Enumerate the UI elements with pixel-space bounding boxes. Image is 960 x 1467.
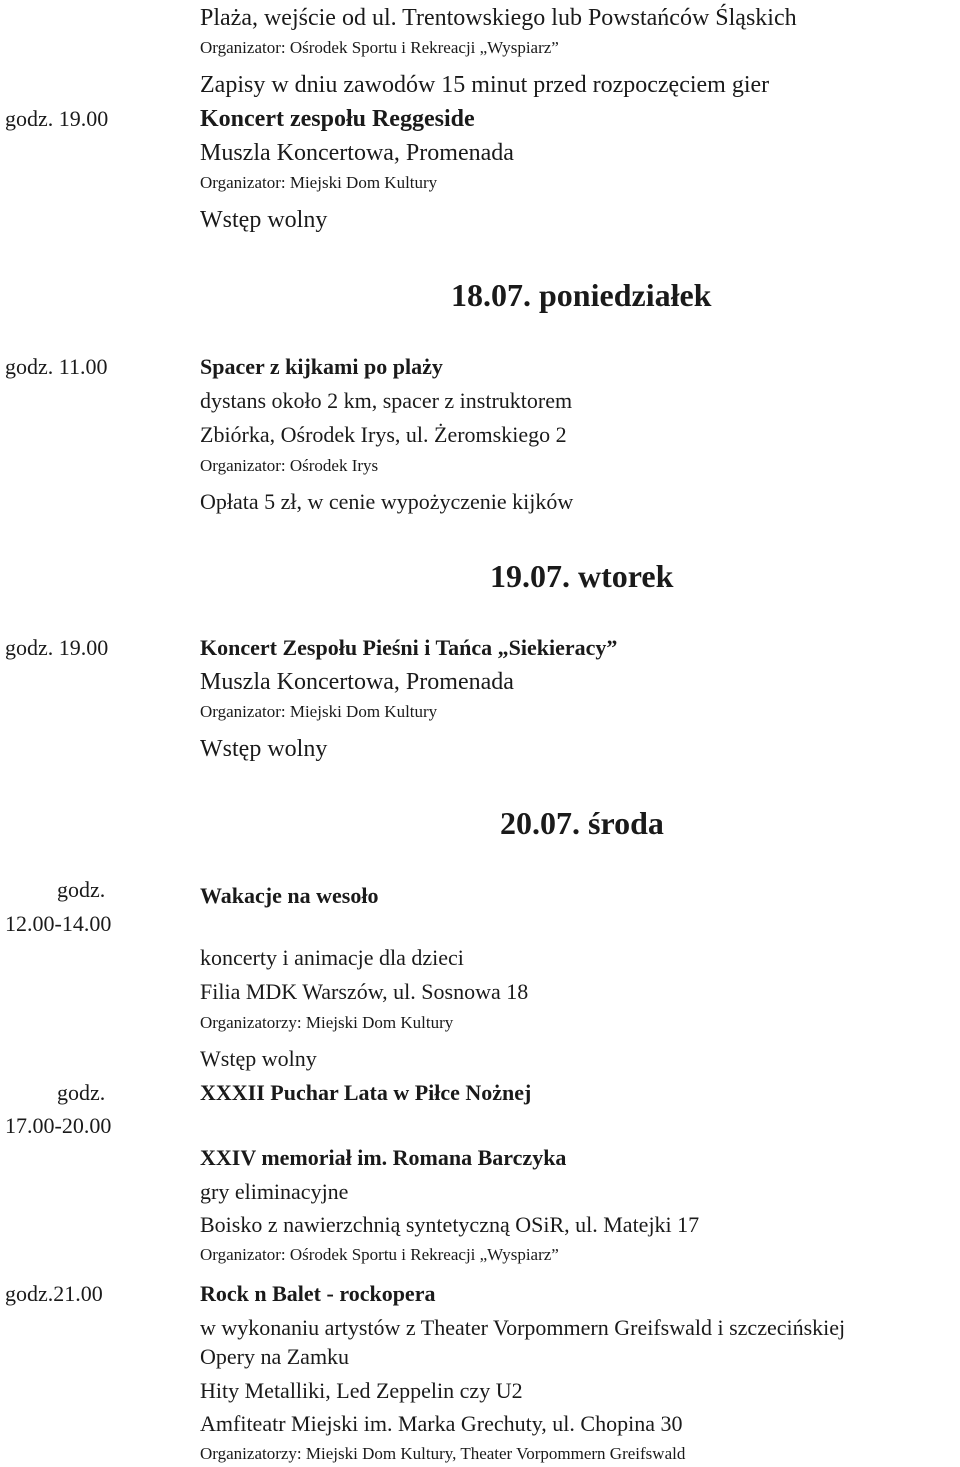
event-title: Koncert zespołu Reggeside <box>200 106 475 132</box>
event-organizer: Organizatorzy: Miejski Dom Kultury, Theater Vorpommern Greifswald <box>200 1444 686 1463</box>
event-fee: Opłata 5 zł, w cenie wypożyczenie kijków <box>200 489 574 514</box>
day-heading: 20.07. środa <box>500 805 664 841</box>
event-organizer: Organizator: Miejski Dom Kultury <box>200 173 438 192</box>
event-time: godz. 19.00 <box>5 635 109 660</box>
event-title: XXXII Puchar Lata w Piłce Nożnej <box>200 1080 532 1105</box>
event-location: Boisko z nawierzchnią syntetyczną OSiR, ul. Matejki 17 <box>200 1212 700 1237</box>
event-hits: Hity Metalliki, Led Zeppelin czy U2 <box>200 1378 523 1403</box>
event-organizer: Organizator: Miejski Dom Kultury <box>200 702 438 721</box>
event-performers-continued: Opery na Zamku <box>200 1344 350 1369</box>
event-title: Spacer z kijkami po plaży <box>200 354 443 379</box>
event-organizer: Organizator: Ośrodek Irys <box>200 456 379 475</box>
event-location: Filia MDK Warszów, ul. Sosnowa 18 <box>200 979 529 1004</box>
event-location: Muszla Koncertowa, Promenada <box>200 669 514 695</box>
event-time-label: godz. <box>57 877 106 902</box>
event-title: Wakacje na wesoło <box>200 883 379 908</box>
event-time-range: 12.00-14.00 <box>5 911 112 936</box>
event-title: Koncert Zespołu Pieśni i Tańca „Siekieracy” <box>200 635 618 660</box>
event-organizer: Organizator: Ośrodek Sportu i Rekreacji „Wyspiarz” <box>200 38 559 57</box>
event-description: koncerty i animacje dla dzieci <box>200 945 464 970</box>
event-note: Zapisy w dniu zawodów 15 minut przed rozpoczęciem gier <box>200 72 770 98</box>
event-subtitle: XXIV memoriał im. Romana Barczyka <box>200 1145 567 1170</box>
event-time: godz. 11.00 <box>5 354 108 379</box>
event-entry: Wstęp wolny <box>200 1046 317 1071</box>
event-organizer: Organizatorzy: Miejski Dom Kultury <box>200 1013 454 1032</box>
event-description: dystans około 2 km, spacer z instruktorem <box>200 388 573 413</box>
day-heading: 19.07. wtorek <box>490 558 674 594</box>
event-description: gry eliminacyjne <box>200 1179 349 1204</box>
event-time: godz.21.00 <box>5 1281 103 1306</box>
event-time-range: 17.00-20.00 <box>5 1113 112 1138</box>
event-location: Muszla Koncertowa, Promenada <box>200 140 514 166</box>
event-location: Zbiórka, Ośrodek Irys, ul. Żeromskiego 2 <box>200 422 567 447</box>
event-time: godz. 19.00 <box>5 106 109 131</box>
day-heading: 18.07. poniedziałek <box>451 277 712 313</box>
event-location: Plaża, wejście od ul. Trentowskiego lub Powstańców Śląskich <box>200 5 797 31</box>
event-entry: Wstęp wolny <box>200 736 328 762</box>
event-location: Amfiteatr Miejski im. Marka Grechuty, ul. Chopina 30 <box>200 1411 683 1436</box>
event-performers: w wykonaniu artystów z Theater Vorpommern Greifswald i szczecińskiej <box>200 1315 846 1340</box>
event-time-label: godz. <box>57 1080 106 1105</box>
event-entry: Wstęp wolny <box>200 207 328 233</box>
event-title: Rock n Balet - rockopera <box>200 1281 436 1306</box>
event-organizer: Organizator: Ośrodek Sportu i Rekreacji „Wyspiarz” <box>200 1245 559 1264</box>
